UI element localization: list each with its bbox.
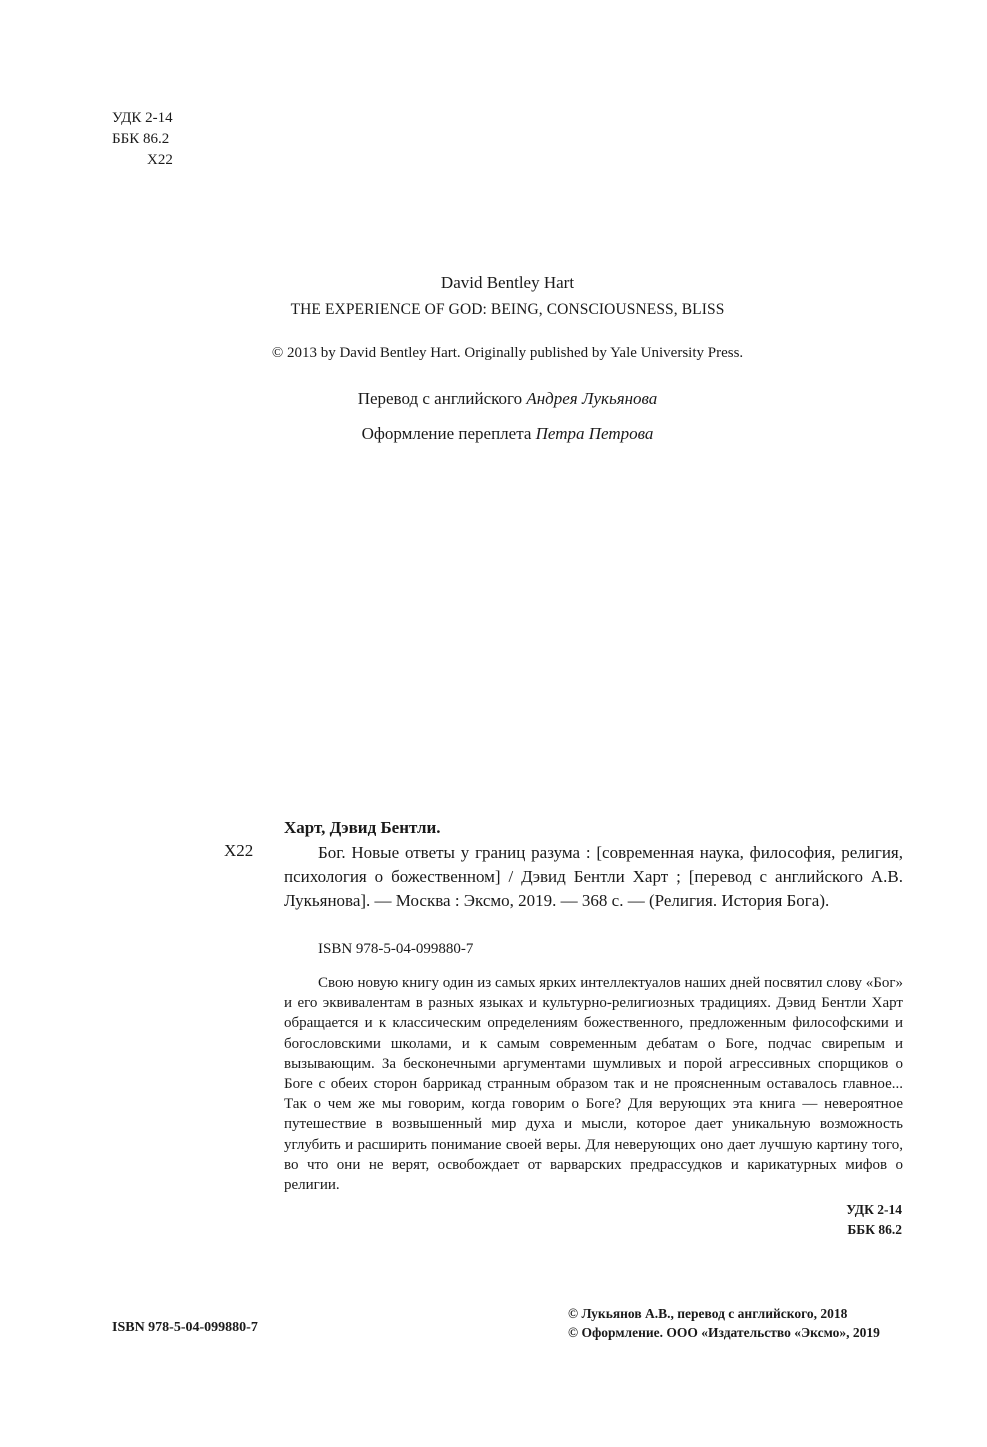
card-classification	[600, 1200, 902, 1240]
card-author-mark: Х22	[224, 841, 254, 860]
original-author: David Bentley Hart	[440, 273, 575, 292]
classification-block	[112, 108, 173, 171]
cover-label: Оформление переплета	[361, 424, 532, 443]
card-udk: УДК 2-14	[846, 1202, 902, 1217]
card-isbn: ISBN 978-5-04-099880-7	[318, 941, 474, 957]
original-title: THE EXPERIENCE OF GOD: BEING, CONSCIOUSNESS, BLISS	[290, 301, 725, 318]
original-copyright: © 2013 by David Bentley Hart. Originally published by Yale University Press.	[271, 345, 744, 361]
translation-label: Перевод с английского	[357, 389, 523, 408]
author-mark: Х22	[147, 152, 173, 168]
card-bbk: ББК 86.2	[847, 1222, 902, 1237]
udk-code: УДК 2-14	[112, 110, 173, 126]
annotation: Свою новую книгу один из самых ярких интеллектуалов наших дней посвятил слову «Бог» и его эквивалентам в разных языках и культурно-религиозных традициях. Дэвид Бентли Харт обращается и к классическим определениям божественного, предложенным философскими и богословскими школами, и к самым современным дебатам о Боге, подчас свирепым и вызывающим. За бесконечными аргументами шумливых и порой агрессивных спорщиков о Боге с обеих сторон баррикад странным образом так и не проясненным оставалось главное... Так о чем же мы говорим, когда говорим о Боге? Для верующих эта книга — невероятное путешествие в возвышенный мир духа и мысли, которое дает уникальную возможность углубить и расширить понимание своей веры. Для неверующих оно дает лучшую картину того, во что они не верят, освобождает от варварских предрассудков и карикатурных мифов о религии.	[284, 975, 903, 1194]
copyright-design: © Оформление. ООО «Издательство «Эксмо», 2019	[568, 1325, 880, 1340]
cover-designer-name: Петра Петрова	[535, 424, 654, 443]
cover-credit	[0, 424, 987, 444]
card-description: Бог. Новые ответы у границ разума : [современная наука, философия, религия, психология о божественном] / Дэвид Бентли Харт ; [перевод с английского А.В. Лукьянова]. — Москва : Эксмо, 2019. — 368 с. — (Религия. История Бога).	[284, 843, 903, 910]
translator-name: Андрея Лукьянова	[526, 389, 658, 408]
footer-isbn: ISBN 978-5-04-099880-7	[112, 1320, 258, 1335]
copyright-notices	[568, 1304, 880, 1342]
copyright-translation: © Лукьянов А.В., перевод с английского, 2018	[568, 1306, 848, 1321]
bbk-code: ББК 86.2	[112, 131, 170, 147]
card-author: Харт, Дэвид Бентли.	[284, 818, 441, 837]
translator-credit	[0, 389, 987, 409]
